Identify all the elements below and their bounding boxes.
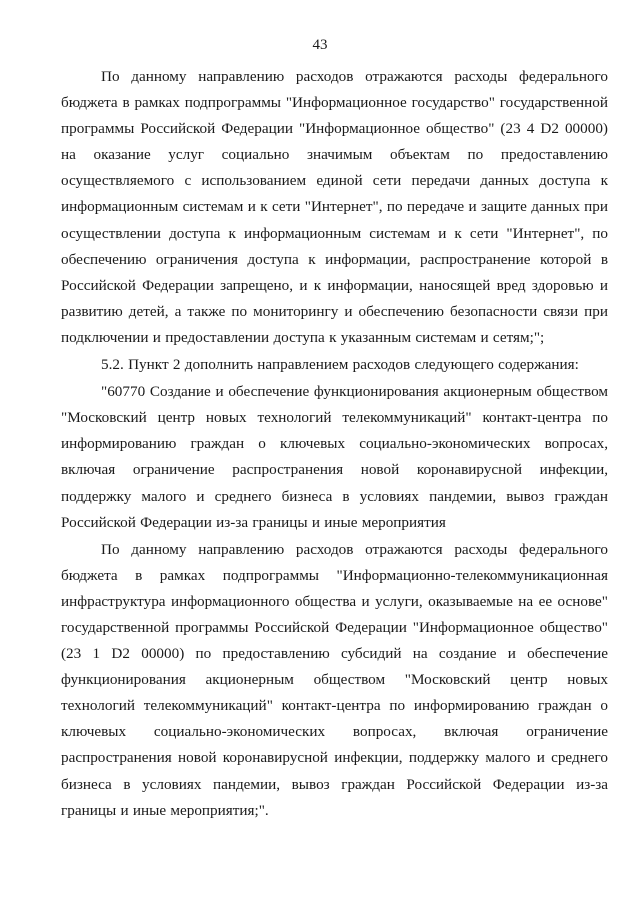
page-number: 43 (312, 37, 328, 53)
document-body (61, 64, 608, 824)
paragraph-expense-60770-title: "60770 Создание и обеспечение функционирования акционерным обществом "Московский центр новых технологий телекоммуникаций" контакт-центра по информированию граждан о ключевых социально-экономических вопросах, включая ограничение распространения новой коронавирусной инфекции, поддержку малого и среднего бизнеса в условиях пандемии, вывоз граждан Российской Федерации из-за границы и иные мероприятия (61, 383, 608, 531)
paragraph-expense-description-information-state: По данному направлению расходов отражаются расходы федерального бюджета в рамках подпрограммы "Информационное государство" государственной программы Российской Федерации "Информационное общество" (23 4 D2 00000) на оказание услуг социально значимым объектам по предоставлению осуществляемого с использованием единой сети передачи данных доступа к информационным системам и к сети "Интернет", по передаче и защите данных при осуществлении доступа к информационным системам и к сети "Интернет", по обеспечению ограничения доступа к информации, распространение которой в Российской Федерации запрещено, и к информации, наносящей вред здоровью и развитию детей, а также по мониторингу и обеспечению безопасности связи при подключении и предоставлении доступа к указанным системам и сетям;"; (61, 68, 608, 346)
paragraph-expense-60770-description: По данному направлению расходов отражаются расходы федерального бюджета в рамках подпрограммы "Информационно-телекоммуникационная инфраструктура информационного общества и услуги, оказываемые на ее основе" государственной программы Российской Федерации "Информационное общество" (23 1 D2 00000) по предоставлению субсидий на создание и обеспечение функционирования акционерным обществом "Московский центр новых технологий телекоммуникаций" контакт-центра по информированию граждан о ключевых социально-экономических вопросах, включая ограничение распространения новой коронавирусной инфекции, поддержку малого и среднего бизнеса в условиях пандемии, вывоз граждан Российской Федерации из-за границы и иные мероприятия;". (61, 540, 608, 819)
paragraph-item-5-2: 5.2. Пункт 2 дополнить направлением расходов следующего содержания: (101, 356, 579, 374)
